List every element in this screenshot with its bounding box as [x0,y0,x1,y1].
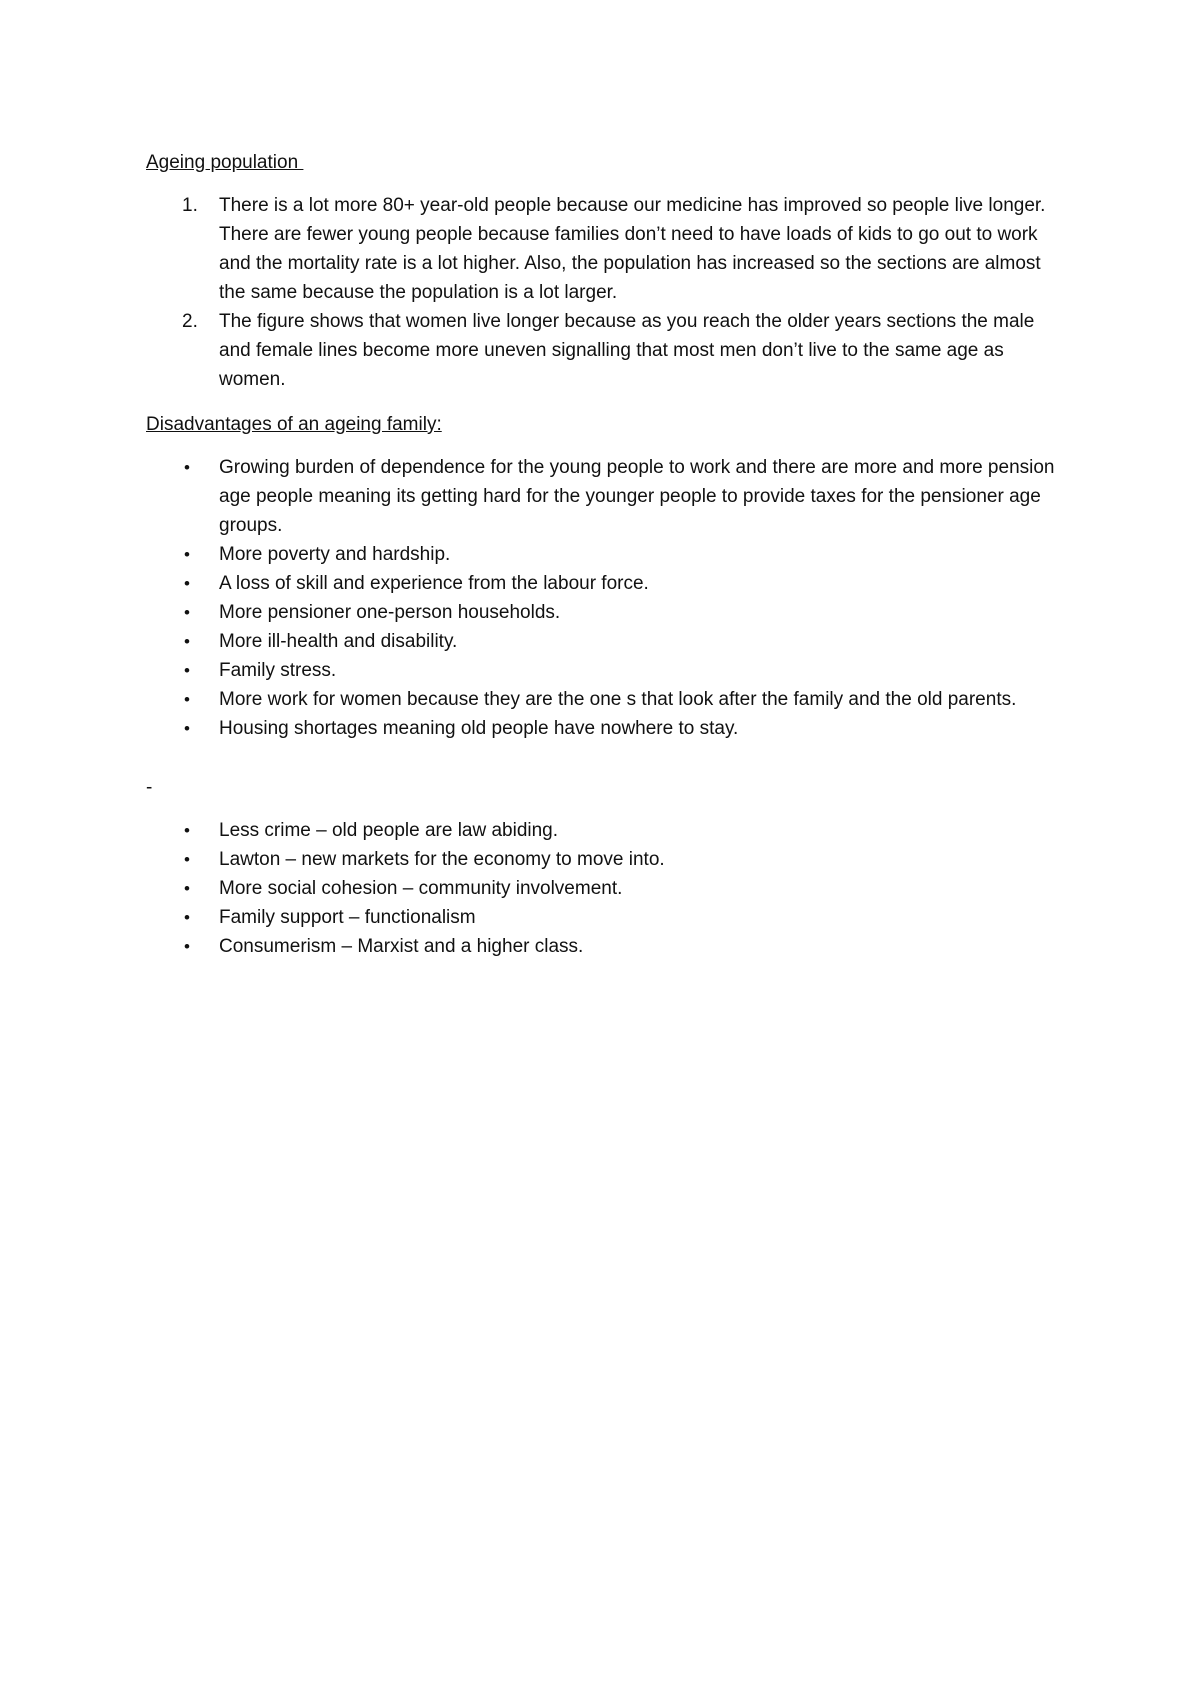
section-heading-ageing-population: Ageing population [146,152,304,173]
list-item [146,453,1066,540]
bullet-icon: • [184,632,190,651]
numbered-item [146,191,1066,307]
list-item [146,656,1066,685]
bullet-icon: • [184,661,190,680]
list-item-text: A loss of skill and experience from the labour force. [219,573,649,594]
list-item [146,816,1066,845]
numbered-list [146,191,1066,394]
bullet-icon: • [184,719,190,738]
list-item [146,685,1066,714]
document-content [146,148,1066,977]
numbered-item [146,307,1066,394]
list-item-text: More social cohesion – community involvement. [219,878,623,899]
section-heading-disadvantages: Disadvantages of an ageing family: [146,414,442,435]
list-item-text: Family stress. [219,660,337,681]
bullet-icon: • [184,574,190,593]
list-item [146,845,1066,874]
list-item [146,903,1066,932]
list-number: 1. [182,195,198,216]
numbered-item-text: The figure shows that women live longer because as you reach the older years sections the male and female lines become more uneven signalling that most men don’t live to the same age as women. [219,311,1035,390]
bullet-icon: • [184,908,190,927]
bullet-icon: • [184,545,190,564]
bullet-icon: • [184,603,190,622]
list-number: 2. [182,311,198,332]
bullet-icon: • [184,458,190,477]
advantages-list [146,816,1066,961]
list-item [146,540,1066,569]
disadvantages-list [146,453,1066,743]
list-item [146,932,1066,961]
list-item-text: Less crime – old people are law abiding. [219,820,559,841]
dash-marker: - [146,777,153,798]
list-item-text: Consumerism – Marxist and a higher class. [219,936,584,957]
list-item-text: More pensioner one-person households. [219,602,561,623]
list-item-text: More work for women because they are the one s that look after the family and the old parents. [219,689,1017,710]
list-item-text: More poverty and hardship. [219,544,451,565]
list-item-text: Lawton – new markets for the economy to move into. [219,849,665,870]
bullet-icon: • [184,937,190,956]
list-item [146,598,1066,627]
list-item-text: More ill-health and disability. [219,631,458,652]
list-item-text: Growing burden of dependence for the young people to work and there are more and more pension age people meaning its getting hard for the younger people to provide taxes for the pensioner age groups. [219,457,1055,536]
list-item [146,627,1066,656]
list-item-text: Housing shortages meaning old people have nowhere to stay. [219,718,739,739]
bullet-icon: • [184,690,190,709]
list-item [146,569,1066,598]
bullet-icon: • [184,879,190,898]
bullet-icon: • [184,850,190,869]
list-item-text: Family support – functionalism [219,907,476,928]
list-item [146,714,1066,743]
numbered-item-text: There is a lot more 80+ year-old people because our medicine has improved so people live longer. There are fewer young people because families don’t need to have loads of kids to go out to work and the mortality rate is a lot higher. Also, the population has increased so the sections are almost the same because the population is a lot larger. [219,195,1046,303]
bullet-icon: • [184,821,190,840]
list-item [146,874,1066,903]
